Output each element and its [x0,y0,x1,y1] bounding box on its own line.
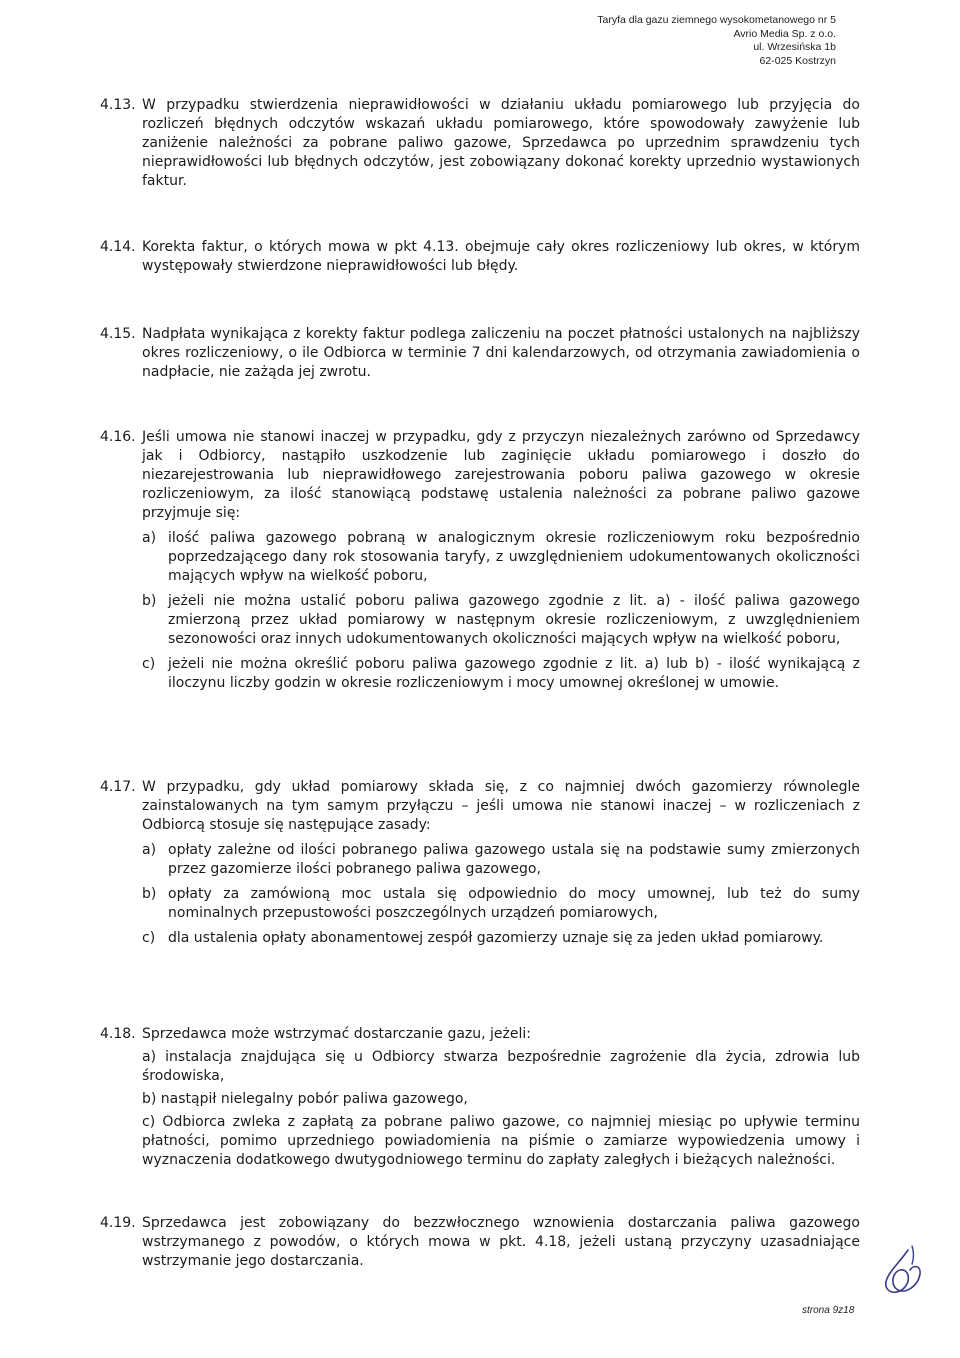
list-text: opłaty za zamówioną moc ustala się odpowiednio do mocy umownej, lub też do sumy nominalnych przepustowości poszczególnych urządzeń pomiarowych, [168,886,860,921]
list-text: opłaty zależne od ilości pobranego paliwa gazowego ustala się na podstawie sumy zmierzonych przez gazomierze ilości pobranego paliwa gazowego, [168,842,860,877]
page-number: strona 9z18 [802,1305,855,1316]
company-name: Avrio Media Sp. z o.o. [733,27,836,40]
list-item: b) nastąpił nielegalny pobór paliwa gazowego, [142,1091,468,1107]
list-item [142,592,860,649]
document-header [597,14,836,68]
list-text: jeżeli nie można określić poboru paliwa gazowego zgodnie z lit. a) lub b) - ilość wynikającą z iloczynu liczby godzin w okresie rozliczeniowym i mocy umownej określonej w umowie. [168,656,860,691]
section-text: W przypadku, gdy układ pomiarowy składa się, z co najmniej dwóch gazomierzy równolegle zainstalowanych na tym samym przyłączu – jeśli umowa nie stanowi inaczej – w rozliczeniach z Odbiorcą stosuje się następujące zasady: [142,779,860,833]
section-text: Jeśli umowa nie stanowi inaczej w przypadku, gdy z przyczyn niezależnych zarówno od Sprzedawcy jak i Odbiorcy, nastąpiło uszkodzenie lub zaginięcie układu pomiarowego i doszło do niezarejestrowania lub nieprawidłowego zarejestrowania poboru paliwa gazowego w okresie rozliczeniowym, za ilość stanowiącą podstawę ustalenia należności za pobrane paliwo gazowe przyjmuje się: [142,429,860,521]
company-postcode: 62-025 Kostrzyn [759,54,836,67]
section-text: Sprzedawca jest zobowiązany do bezzwłocznego wznowienia dostarczania paliwa gazowego wstrzymanego z powodów, o których mowa w pkt. 4.18, jeżeli ustaną przyczyny uzasadniające wstrzymanie jego dostarczania. [142,1215,860,1269]
section-4-15 [100,325,860,382]
section-number: 4.17. [100,779,136,795]
section-text: Korekta faktur, o których mowa w pkt 4.13. obejmuje cały okres rozliczeniowy lub okres, w którym występowały stwierdzone nieprawidłowości lub błędy. [142,239,860,274]
section-number: 4.14. [100,239,136,255]
section-number: 4.19. [100,1215,136,1231]
list-item [142,655,860,693]
tariff-title: Taryfa dla gazu ziemnego wysokometanowego nr 5 [597,14,836,26]
section-number: 4.15. [100,326,136,342]
list-text: dla ustalenia opłaty abonamentowej zespół gazomierzy uznaje się za jeden układ pomiarowy. [168,930,824,946]
list-item [142,841,860,879]
section-text: Nadpłata wynikająca z korekty faktur podlega zaliczeniu na poczet płatności ustalonych na najbliższy okres rozliczeniowy, o ile Odbiorca w terminie 7 dni kalendarzowych, od otrzymania zawiadomienia o nadpłacie, nie zażąda jej zwrotu. [142,326,860,380]
section-number: 4.13. [100,97,136,113]
list-label: b) [142,593,157,609]
list-item [142,529,860,586]
section-number: 4.18. [100,1026,136,1042]
list-item: a) instalacja znajdująca się u Odbiorcy stwarza bezpośrednie zagrożenie dla życia, zdrowia lub środowiska, [142,1049,860,1084]
section-4-17 [100,778,860,948]
section-4-16 [100,428,860,693]
list-label: a) [142,842,157,858]
handwritten-initials [878,1244,926,1300]
company-street: ul. Wrzesińska 1b [753,41,836,53]
list-label: c) [142,656,156,672]
section-number: 4.16. [100,429,136,445]
list-item [142,929,860,948]
section-4-18 [100,1025,860,1170]
section-4-14 [100,238,860,276]
section-4-13 [100,96,860,191]
list-text: ilość paliwa gazowego pobraną w analogicznym okresie rozliczeniowym roku bezpośrednio poprzedzającego dany rok stosowania taryfy, z uwzględnieniem udokumentowanych okoliczności mających wpływ na wielkość poboru, [168,530,860,584]
list-item [142,885,860,923]
section-text: W przypadku stwierdzenia nieprawidłowości w działaniu układu pomiarowego lub przyjęcia do rozliczeń błędnych odczytów wskazań układu pomiarowego, które spowodowały zawyżenie lub zaniżenie należności za pobrane paliwo gazowe, Sprzedawca po uprzednim sprawdzeniu tych nieprawidłowości lub błędnych odczytów, jest zobowiązany dokonać korekty uprzednio wystawionych faktur. [142,97,860,189]
section-text: Sprzedawca może wstrzymać dostarczanie gazu, jeżeli: [142,1026,531,1042]
list-text: jeżeli nie można ustalić poboru paliwa gazowego zgodnie z lit. a) - ilość paliwa gazowego zmierzoną przez układ pomiarowy w następnym okresie rozliczeniowym, z uwzględnieniem sezonowości oraz innych udokumentowanych okoliczności mających wpływ na wielkość poboru, [168,593,860,647]
section-4-19 [100,1214,860,1271]
list-label: c) [142,930,156,946]
list-item: c) Odbiorca zwleka z zapłatą za pobrane paliwo gazowe, co najmniej miesiąc po upływie terminu płatności, pomimo uprzedniego powiadomienia na piśmie o zamiarze wypowiedzenia umowy i wyznaczenia dodatkowego dwutygodniowego terminu do zapłaty zaległych i bieżących należności. [142,1114,860,1168]
list-label: a) [142,530,157,546]
list-label: b) [142,886,157,902]
